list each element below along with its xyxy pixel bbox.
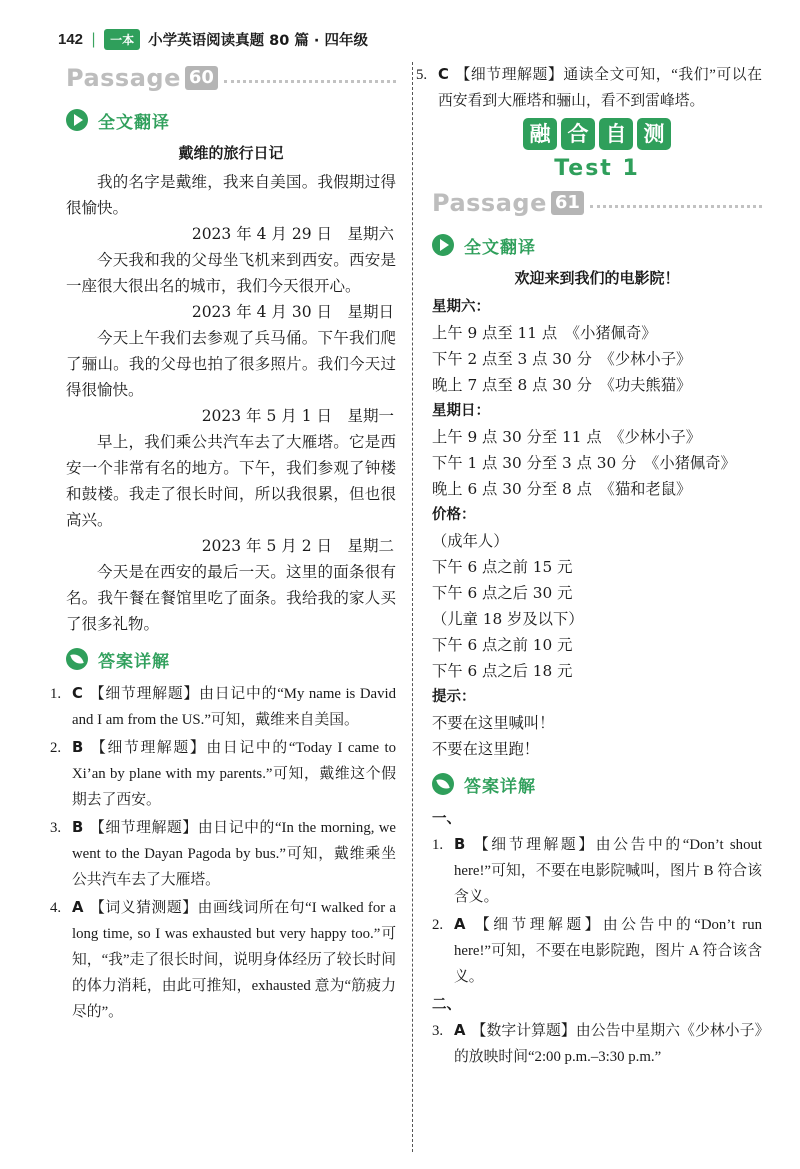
test-label: Test 1 [554, 156, 640, 181]
answer-explanation: 【细节理解题】由公告中的“Don’t shout here!”可知，不要在电影院喊叫，图片 B 符合该含义。 [454, 837, 762, 905]
translation-section-heading [432, 229, 762, 261]
answer-number: 1. [50, 686, 62, 702]
answer-number: 3. [50, 820, 62, 836]
answer-section-heading [432, 768, 762, 800]
translation-section-heading [66, 104, 396, 136]
banner-char: 合 [561, 118, 595, 150]
answer-letter: A [454, 916, 466, 933]
passage-61-heading [432, 187, 762, 219]
tip-line: 不要在这里喊叫！ [432, 714, 555, 732]
price-line: （儿童 18 岁及以下） [432, 610, 584, 628]
entry-text: 今天是在西安的最后一天。这里的面条很有名。我午餐在餐馆里吃了面条。我给我的家人买了很多礼物。 [66, 563, 396, 633]
answer-number: 1. [432, 837, 444, 853]
play-icon [432, 234, 454, 256]
tips-label: 提示： [432, 689, 476, 705]
answer-explanation: 【细节理解题】由日记中的“Today I came to Xi’an by plane with my parents.”可知，戴维这个假期去了西安。 [72, 740, 396, 808]
entry-text: 今天上午我们去参观了兵马俑。下午我们爬了骊山。我的父母也拍了很多照片。我们今天过得很愉快。 [66, 329, 396, 399]
answer-number: 2. [432, 917, 444, 933]
sunday-label: 星期日： [432, 403, 490, 419]
entry-date: 2023 年 4 月 30 日 星期日 [191, 303, 394, 321]
part-one-label: 一、 [432, 811, 461, 827]
play-icon [66, 109, 88, 131]
passage-number: 60 [185, 66, 218, 90]
answer-letter: A [454, 1022, 466, 1039]
schedule-line: 下午 2 点至 3 点 30 分 《少林小子》 [432, 350, 692, 368]
price-line: （成年人） [432, 532, 509, 550]
answer-item [50, 815, 396, 893]
dotted-rule [224, 80, 396, 83]
header-separator: | [91, 30, 97, 48]
answer-number: 2. [50, 740, 62, 756]
answer-number: 4. [50, 900, 62, 916]
column-divider [412, 62, 413, 1152]
answer-number: 5. [416, 67, 428, 83]
answer-letter: B [72, 739, 84, 756]
brand-logo: 一本 [104, 29, 140, 50]
left-column [50, 62, 396, 1027]
entry-date: 2023 年 5 月 2 日 星期二 [201, 537, 394, 555]
answer-explanation: 【细节理解题】通读全文可知，“我们”可以在西安看到大雁塔和骊山，看不到雷峰塔。 [438, 67, 762, 109]
answer-item [50, 895, 396, 1025]
schedule-line: 晚上 6 点 30 分至 8 点 《猫和老鼠》 [432, 480, 692, 498]
answer-letter: B [454, 836, 466, 853]
schedule-line: 下午 1 点 30 分至 3 点 30 分 《小猪佩奇》 [432, 454, 736, 472]
answer-item [416, 62, 762, 114]
entry-text: 今天我和我的父母坐飞机来到西安。西安是一座很大很出名的城市，我们今天很开心。 [66, 251, 396, 295]
section-title: 答案详解 [98, 651, 170, 672]
answer-letter: A [72, 899, 84, 916]
answer-explanation: 【数字计算题】由公告中星期六《少林小子》的放映时间“2:00 p.m.–3:30 p.m.” [454, 1023, 762, 1065]
answer-explanation: 【细节理解题】由日记中的“My name is David and I am from the US.”可知，戴维来自美国。 [72, 686, 396, 728]
passage-60-heading [66, 62, 396, 94]
entry-date: 2023 年 4 月 29 日 星期六 [191, 225, 394, 243]
banner-char: 测 [637, 118, 671, 150]
entry-date: 2023 年 5 月 1 日 星期一 [201, 407, 394, 425]
price-line: 下午 6 点之前 15 元 [432, 558, 573, 576]
price-label: 价格： [432, 507, 476, 523]
schedule-line: 上午 9 点 30 分至 11 点 《少林小子》 [432, 428, 702, 446]
banner-char: 自 [599, 118, 633, 150]
section-title: 答案详解 [464, 776, 536, 797]
saturday-label: 星期六： [432, 299, 490, 315]
answer-item [432, 832, 762, 910]
section-title: 全文翻译 [98, 112, 170, 133]
answer-item [432, 912, 762, 990]
answer-letter: C [72, 685, 83, 702]
answer-explanation: 【词义猜测题】由画线词所在句“I walked for a long time, so I was exhausted but very happy too.”可知，“我”走了很长时间，说明身体经历了较长时间的体力消耗，由此可推知，exhausted 意为“筋疲力尽的”。 [72, 900, 396, 1020]
banner-char: 融 [523, 118, 557, 150]
answer-item [50, 681, 396, 733]
entry-text: 早上，我们乘公共汽车去了大雁塔。它是西安一个非常有名的地方。下午，我们参观了钟楼和鼓楼。我走了很长时间，所以我很累，但也很高兴。 [66, 433, 396, 529]
passage-number: 61 [551, 191, 584, 215]
price-line: 下午 6 点之前 10 元 [432, 636, 573, 654]
page-header [58, 25, 368, 53]
schedule-line: 上午 9 点至 11 点 《小猪佩奇》 [432, 324, 657, 342]
price-line: 下午 6 点之后 18 元 [432, 662, 573, 680]
answer-section-heading [66, 643, 396, 675]
notice-title: 欢迎来到我们的电影院！ [514, 269, 680, 287]
section-title: 全文翻译 [464, 237, 536, 258]
answer-letter: C [438, 66, 449, 83]
dotted-rule [590, 205, 762, 208]
answer-item [432, 1018, 762, 1070]
tip-line: 不要在这里跑！ [432, 740, 540, 758]
passage-label: Passage [432, 189, 547, 217]
price-line: 下午 6 点之后 30 元 [432, 584, 573, 602]
diary-intro: 我的名字是戴维，我来自美国。我假期过得很愉快。 [66, 173, 396, 217]
answer-explanation: 【细节理解题】由日记中的“In the morning, we went to the Dayan Pagoda by bus.”可知，戴维乘坐公共汽车去了大雁塔。 [72, 820, 396, 888]
answer-explanation: 【细节理解题】由公告中的“Don’t run here!”可知，不要在电影院跑，图片 A 符合该含义。 [454, 917, 762, 985]
answer-item [50, 735, 396, 813]
right-column [416, 62, 762, 1072]
diary-title: 戴维的旅行日记 [178, 144, 284, 162]
leaf-icon [432, 773, 454, 795]
passage-label: Passage [66, 64, 181, 92]
book-title: 小学英语阅读真题 80 篇 · 四年级 [148, 32, 368, 49]
answer-letter: B [72, 819, 84, 836]
schedule-line: 晚上 7 点至 8 点 30 分 《功夫熊猫》 [432, 376, 692, 394]
answer-number: 3. [432, 1023, 444, 1039]
page-number: 142 [58, 30, 84, 48]
self-test-banner [432, 118, 762, 150]
part-two-label: 二、 [432, 997, 461, 1013]
leaf-icon [66, 648, 88, 670]
